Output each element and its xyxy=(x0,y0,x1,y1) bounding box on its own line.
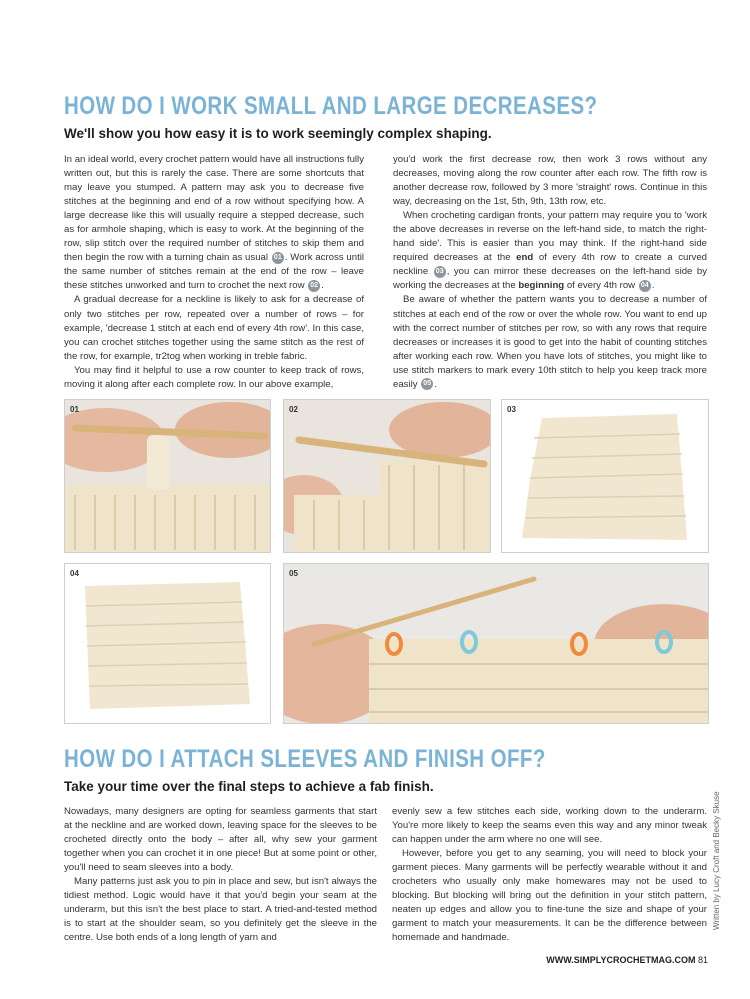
step-badge: 01 xyxy=(272,252,284,264)
section-subtitle-decreases: We'll show you how easy it is to work seemingly complex shaping. xyxy=(64,126,492,141)
paragraph: You may find it helpful to use a row counter to keep track of rows, moving it along after each complete row. In our above example, xyxy=(64,364,364,390)
website-url: WWW.SIMPLYCROCHETMAG.COM xyxy=(546,955,696,965)
photo-step-01 xyxy=(64,399,271,553)
step-badge: 03 xyxy=(434,266,446,278)
page-footer xyxy=(546,955,708,965)
sleeves-column-2 xyxy=(392,805,707,945)
paragraph: In an ideal world, every crochet pattern would have all instructions fully written out, but this is rarely the case. There are some shortcuts that may leave you stumped. A pattern may ask you to decrease five stitches at the beginning and end of a row without specifying how. A large decrease like this will usually require a stepped decrease, such as for armhole shaping, which is easy to work. At the beginning of the row, slip stitch over the required number of stitches to skip them and then begin the row with a turning chain as usual 01 . Work across until the same number of stitches remain at the end of the row – leave these stitches unworked and turn to crochet the next row 02 . xyxy=(64,154,364,292)
photo-label: 04 xyxy=(70,569,79,578)
photo-step-02 xyxy=(283,399,491,553)
step-badge: 04 xyxy=(639,280,651,292)
paragraph: However, before you get to any seaming, you will need to block your garment pieces. Many garments will be perfectly wearable without it and crocheters who usually only make homewares may not be used to blocking. But blocking will bring out the definition in your stitch pattern, neaten up edges and allow you to fine-tune the size and shape of your garment to match your measurements. It can be the difference between homemade and handmade. xyxy=(392,848,707,944)
paragraph: Be aware of whether the pattern wants you to decrease a number of stitches at each end of the row or over the whole row. You want to end up with the correct number of stitches per row, so with any rows that require decreases or increases it is good to get into the habit of counting stitches after working each row. When you have lots of stitches, you might like to use stitch markers to mark every 10th stitch to help you keep track more easily 05 . xyxy=(393,294,707,390)
step-badge: 05 xyxy=(421,378,433,390)
decreases-column-2 xyxy=(393,153,707,392)
photo-label: 02 xyxy=(289,405,298,414)
photo-label: 05 xyxy=(289,569,298,578)
section-subtitle-sleeves: Take your time over the final steps to achieve a fab finish. xyxy=(64,779,434,794)
photo-step-05 xyxy=(283,563,709,724)
section-title-sleeves: HOW DO I ATTACH SLEEVES AND FINISH OFF? xyxy=(64,745,546,773)
section-title-decreases: HOW DO I WORK SMALL AND LARGE DECREASES? xyxy=(64,92,598,120)
photo-label: 01 xyxy=(70,405,79,414)
photo-step-03 xyxy=(501,399,709,553)
paragraph: Many patterns just ask you to pin in place and sew, but isn't always the tidiest method. Logic would have it that you'd begin your seam at the underarm, but this isn't the best place to start. A tried-and-tested method is to start at the shoulder seam, so you definitely get the sleeve in the centre. Use both ends of a long length of yarn and xyxy=(64,876,377,944)
page-number: 81 xyxy=(697,955,708,965)
sleeves-column-1 xyxy=(64,805,377,945)
paragraph: A gradual decrease for a neckline is likely to ask for a decrease of only two stitches per row, repeated over a number of rows – for example, 'decrease 1 stitch at each end of every 4th row'. In this case, you can crochet stitches together using the same stitch as the rest of the row, for example, tr2tog when working in treble fabric. xyxy=(64,294,364,362)
paragraph: Nowadays, many designers are opting for seamless garments that start at the neckline and are worked down, leaving space for the sleeves to be crocheted directly onto the body – after all, why sew your garment together when you can crochet it in one piece! But at some point or other, you'll need to seam sleeves into a body. xyxy=(64,806,377,874)
photo-label: 03 xyxy=(507,405,516,414)
paragraph: you'd work the first decrease row, then work 3 rows without any decreases, moving along the row counter after each row. The fifth row is another decrease row, followed by 3 more 'straight' rows. Continue in this way, decreasing on the 1st, 5th, 9th, 13th row, etc. xyxy=(393,154,707,208)
photo-step-04 xyxy=(64,563,271,724)
step-badge: 02 xyxy=(308,280,320,292)
paragraph: When crocheting cardigan fronts, your pattern may require you to 'work the above decreases in reverse on the left-hand side, to match the right-hand side'. This is easier than you may think. If the right-hand side required decreases at the end of every 4th row to create a curved neckline 03 , you can mirror these decreases on the left-hand side by working the decreases at the beginning of every 4th row 04 . xyxy=(393,210,708,292)
paragraph: evenly sew a few stitches each side, working down to the underarm. You're more likely to keep the seams even this way and any minor tweak can happen under the arm where no one will see. xyxy=(392,806,707,846)
author-credit: Written by Lucy Croft and Becky Skuse xyxy=(712,791,721,930)
decreases-column-1 xyxy=(64,153,364,392)
